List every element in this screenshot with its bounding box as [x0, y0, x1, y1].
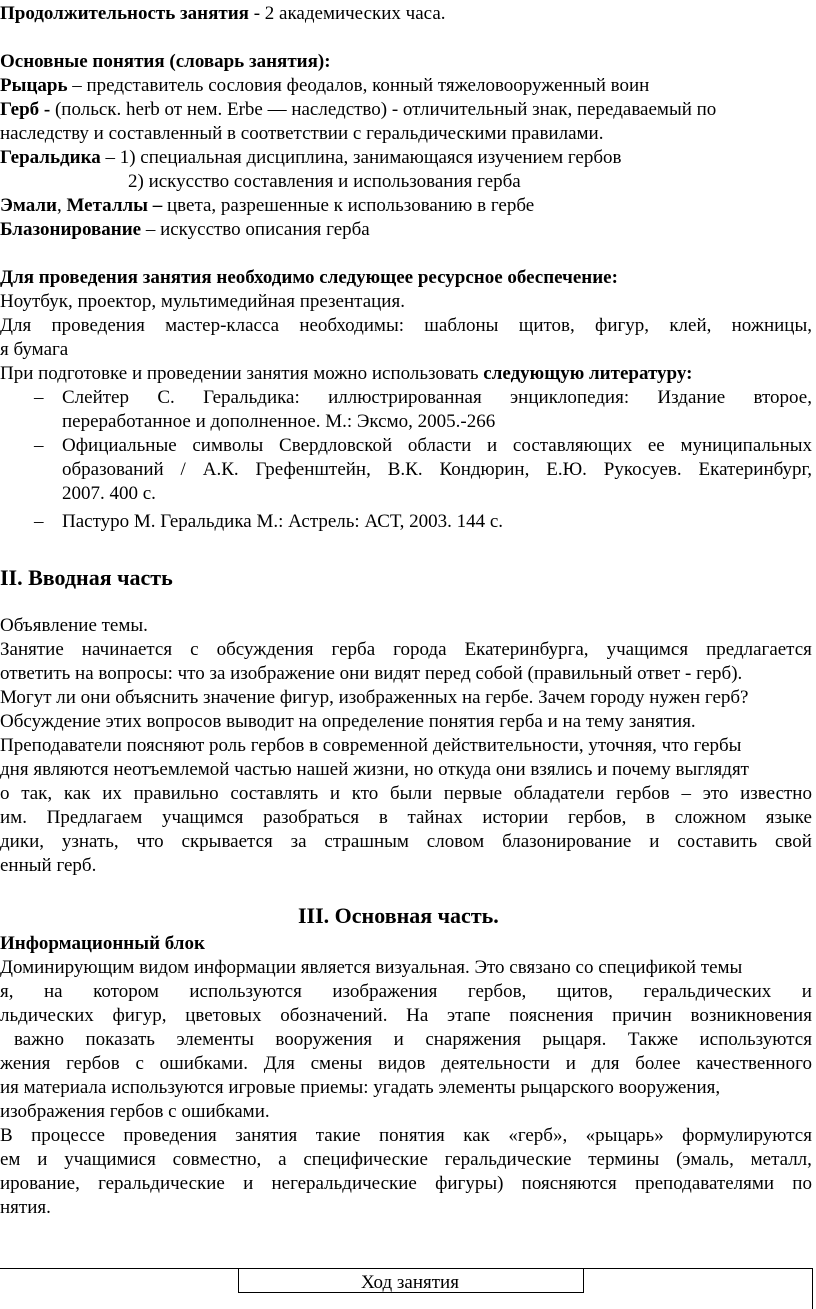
word: образований — [62, 459, 164, 480]
word: Предлагаем — [46, 807, 143, 828]
gerb-term: Герб - — [0, 99, 51, 120]
word: металл, — [750, 1149, 812, 1170]
word: учащимся — [606, 639, 689, 660]
word: по — [792, 1173, 812, 1194]
word: понятия — [379, 1125, 445, 1146]
main-p1-line3 — [0, 1004, 812, 1028]
word: иллюстрированная — [328, 387, 482, 408]
word: качественного — [696, 1053, 812, 1074]
word: составлять — [230, 783, 319, 804]
blazon-def: – искусство описания герба — [145, 219, 370, 240]
word: изображения — [332, 981, 438, 1002]
word: в — [646, 807, 656, 828]
word: котором — [93, 981, 159, 1002]
word: Для — [0, 315, 32, 336]
info-block-heading-text: Информационный блок — [0, 933, 205, 954]
concepts-heading — [0, 50, 331, 74]
word: элементы — [176, 1029, 254, 1050]
main-p1-line4 — [14, 1028, 812, 1052]
word: фигуры) — [435, 1173, 504, 1194]
word: и — [393, 1029, 404, 1050]
gerb-def-line2: наследству и составленный в соответствии с геральдическими правилами. — [0, 123, 604, 144]
word: поясняются — [521, 1173, 617, 1194]
word: В — [0, 1125, 13, 1146]
word: фигур, — [112, 1005, 167, 1026]
word: узнать, — [61, 831, 119, 852]
word: начинается — [81, 639, 173, 660]
word: словом — [426, 831, 485, 852]
word: герба — [331, 639, 376, 660]
main-p2-line3 — [0, 1172, 812, 1196]
word: геральдические — [444, 1149, 572, 1170]
word: фигур, — [595, 315, 650, 336]
word: второе, — [753, 387, 812, 408]
word: и — [37, 1149, 48, 1170]
word: Геральдика: — [203, 387, 300, 408]
word: тайнах — [407, 807, 463, 828]
duration-line — [0, 2, 446, 26]
word: важно — [14, 1029, 64, 1050]
word: смены — [310, 1053, 363, 1074]
word: рыцаря. — [542, 1029, 607, 1050]
word: сложном — [674, 807, 747, 828]
word: На — [406, 1005, 429, 1026]
word: щитов, — [518, 315, 575, 336]
intro-p1-line2: ответить на вопросы: что за изображение они видят перед собой (правильный ответ - герб). — [0, 663, 743, 684]
intro-p1-line1 — [0, 638, 812, 662]
main-p1-line2 — [0, 980, 812, 1004]
word: проведения — [51, 315, 145, 336]
resources-line3: я бумага — [0, 339, 69, 360]
main-p2-line4: нятия. — [0, 1197, 51, 1218]
word: совместно, — [172, 1149, 262, 1170]
main-p1-line6: ия материала используются игровые приемы: угадать элементы рыцарского вооружения, — [0, 1077, 721, 1098]
resources-line2 — [0, 314, 812, 338]
resources-heading — [0, 266, 618, 290]
word: города — [393, 639, 447, 660]
concept-gerb — [0, 98, 716, 122]
word: причин — [612, 1005, 672, 1026]
word: с — [190, 639, 199, 660]
word: известно — [740, 783, 812, 804]
word: учащимися — [64, 1149, 156, 1170]
word: преподавателями — [634, 1173, 775, 1194]
word: обсуждения — [216, 639, 314, 660]
concept-enamels: Эмали, Металлы – цвета, разрешенные к использованию в гербе — [0, 195, 535, 216]
word: я, — [0, 981, 14, 1002]
resources-heading-text: Для проведения занятия необходимо следующее ресурсное обеспечение: — [0, 267, 618, 288]
word: гербов — [66, 1053, 120, 1074]
word: жения — [0, 1053, 51, 1074]
word: «рыцарь» — [585, 1125, 664, 1146]
duration-value: - 2 академических часа. — [253, 3, 446, 24]
word: составляющих — [512, 435, 633, 456]
word: первые — [443, 783, 503, 804]
word: о — [0, 783, 10, 804]
intro-p2-line4 — [0, 806, 812, 830]
word: льдических — [0, 1005, 94, 1026]
gerb-def-line1: (польск. herb от нем. Erbe — наследство) - отличительный знак, передаваемый по — [54, 99, 717, 120]
word: Занятие — [0, 639, 64, 660]
word: термины — [588, 1149, 660, 1170]
word: гербов, — [467, 981, 527, 1002]
blazon-term: Блазонирование — [0, 219, 142, 240]
word: свой — [775, 831, 812, 852]
literature-item-3-line1: Пастуро М. Геральдика М.: Астрель: АСТ, 2003. 144 с. — [62, 511, 504, 532]
word: процессе — [31, 1125, 105, 1146]
word: Е.Ю. — [546, 459, 587, 480]
literature-item-2-line2 — [62, 458, 812, 482]
word: негеральдические — [271, 1173, 417, 1194]
word: Свердловской — [279, 435, 393, 456]
word: клей, — [669, 315, 712, 336]
info-block-heading — [0, 932, 205, 956]
word: этапе — [447, 1005, 491, 1026]
knight-term: Рыцарь — [0, 75, 68, 96]
word: Рукосуев. — [603, 459, 682, 480]
word: символы — [192, 435, 264, 456]
word: В.К. — [387, 459, 423, 480]
word: Официальные — [62, 435, 177, 456]
main-p1-line5 — [0, 1052, 812, 1076]
intro-p1-line4: Обсуждение этих вопросов выводит на определение понятия герба и на тему занятия. — [0, 711, 696, 732]
list-dash: – — [34, 511, 44, 532]
heraldry-def2: 2) искусство составления и использования герба — [128, 171, 521, 192]
word: проведения — [123, 1125, 217, 1146]
word: дики, — [0, 831, 44, 852]
word: правильно — [133, 783, 219, 804]
heraldry-term: Геральдика — [0, 147, 101, 168]
enamels-term: Эмали — [0, 195, 57, 216]
word: ирование, — [0, 1173, 80, 1194]
word: снаряжения — [425, 1029, 521, 1050]
concept-blazon — [0, 218, 370, 242]
word: ножницы, — [731, 315, 812, 336]
word: ошибками. — [159, 1053, 248, 1074]
word: это — [702, 783, 729, 804]
word: языке — [765, 807, 812, 828]
word: вооружения — [275, 1029, 373, 1050]
word: составить — [677, 831, 758, 852]
word: что — [136, 831, 164, 852]
word: их — [102, 783, 122, 804]
word: геральдические — [98, 1173, 225, 1194]
word: и — [565, 1053, 576, 1074]
word: (эмаль, — [676, 1149, 734, 1170]
word: мастер-класса — [165, 315, 280, 336]
word: показать — [85, 1029, 155, 1050]
word: Также — [627, 1029, 678, 1050]
word: используются — [699, 1029, 812, 1050]
word: им. — [0, 807, 27, 828]
intro-announce: Объявление темы. — [0, 615, 148, 636]
literature-item-1-line1 — [62, 386, 812, 410]
knight-def: – представитель сословия феодалов, конный тяжеловооруженный воин — [72, 75, 650, 96]
word: гербов — [616, 783, 670, 804]
literature-prefix: При подготовке и проведении занятия можно использовать — [0, 363, 479, 384]
intro-p2-line3 — [0, 782, 812, 806]
intro-p2-line6: енный герб. — [0, 855, 97, 876]
enamels-def: цвета, разрешенные к использованию в гербе — [167, 195, 535, 216]
word: Кондюрин, — [439, 459, 530, 480]
word: такие — [315, 1125, 361, 1146]
word: области — [407, 435, 472, 456]
word: видов — [378, 1053, 426, 1074]
word: Екатеринбург, — [698, 459, 812, 480]
word: Издание — [657, 387, 726, 408]
word: скрывается — [181, 831, 273, 852]
literature-intro — [0, 362, 692, 386]
word: как — [63, 783, 91, 804]
word: щитов, — [556, 981, 613, 1002]
word: деятельности — [441, 1053, 550, 1074]
duration-label: Продолжительность занятия — [0, 3, 249, 24]
list-dash: – — [34, 387, 44, 408]
word: Грефенштейн, — [255, 459, 371, 480]
literature-bold: следующую литературу: — [483, 363, 693, 384]
table-header-text: Ход занятия — [361, 1272, 459, 1293]
literature-item-2-line3: 2007. 400 с. — [62, 483, 156, 504]
word: шаблоны — [424, 315, 499, 336]
word: цветовых — [185, 1005, 262, 1026]
metals-term: Металлы – — [66, 195, 163, 216]
word: и — [243, 1173, 254, 1194]
word: возникновения — [690, 1005, 812, 1026]
word: предлагается — [706, 639, 812, 660]
word: ее — [647, 435, 665, 456]
main-p1-line7: изображения гербов с ошибками. — [0, 1101, 270, 1122]
intro-p2-line5 — [0, 830, 812, 854]
word: были — [389, 783, 433, 804]
main-p1-line1: Доминирующим видом информации является визуальная. Это связано со спецификой темы — [0, 957, 743, 978]
literature-item-2-line1 — [62, 434, 812, 458]
concept-knight — [0, 74, 649, 98]
literature-item-1-line2: переработанное и дополненное. М.: Эксмо, 2005.-266 — [62, 411, 496, 432]
word: за — [290, 831, 307, 852]
word: с — [135, 1053, 144, 1074]
resources-line1: Ноутбук, проектор, мультимедийная презентация. — [0, 291, 405, 312]
word: энциклопедия: — [510, 387, 630, 408]
word: формулируются — [682, 1125, 812, 1146]
word: блазонирование — [502, 831, 632, 852]
list-dash: – — [34, 435, 44, 456]
word: а — [278, 1149, 287, 1170]
word: / — [180, 459, 186, 480]
word: гербов, — [568, 807, 627, 828]
intro-p2-line1: Преподаватели поясняют роль гербов в современной действительности, уточняя, что гербы — [0, 735, 742, 756]
intro-p1-line3: Могут ли они объяснить значение фигур, изображенных на гербе. Зачем городу нужен герб? — [0, 687, 749, 708]
word: обозначений. — [280, 1005, 388, 1026]
word: С. — [157, 387, 175, 408]
word: на — [44, 981, 63, 1002]
word: так, — [21, 783, 53, 804]
heraldry-def1: – 1) специальная дисциплина, занимающаяся изучением гербов — [105, 147, 622, 168]
word: учащимся — [161, 807, 244, 828]
word: и — [329, 783, 340, 804]
word: и — [487, 435, 498, 456]
main-p2-line1 — [0, 1124, 812, 1148]
intro-p2-line2: дня являются неотъемлемой частью нашей жизни, но откуда они взялись и почему выглядят — [0, 759, 749, 780]
word: геральдических — [643, 981, 772, 1002]
word: «герб», — [508, 1125, 568, 1146]
main-p2-line2 — [0, 1148, 812, 1172]
main-heading: III. Основная часть. — [298, 903, 499, 928]
word: Слейтер — [62, 387, 129, 408]
word: и — [649, 831, 660, 852]
word: и — [801, 981, 812, 1002]
intro-heading: II. Вводная часть — [0, 565, 173, 590]
word: необходимы: — [299, 315, 405, 336]
word: используются — [189, 981, 302, 1002]
word: истории — [482, 807, 549, 828]
word: для — [591, 1053, 620, 1074]
word: как — [463, 1125, 490, 1146]
word: занятия — [235, 1125, 298, 1146]
word: А.К. — [202, 459, 239, 480]
word: ем — [0, 1149, 21, 1170]
word: пояснения — [509, 1005, 594, 1026]
concept-heraldry — [0, 146, 621, 170]
word: муниципальных — [680, 435, 812, 456]
word: обладатели — [513, 783, 605, 804]
word: специфические — [303, 1149, 428, 1170]
word: кто — [351, 783, 379, 804]
word: Екатеринбурга, — [464, 639, 589, 660]
word: Для — [263, 1053, 295, 1074]
word: страшным — [324, 831, 409, 852]
word: в — [378, 807, 388, 828]
word: разобраться — [263, 807, 360, 828]
word: более — [635, 1053, 681, 1074]
word: – — [681, 783, 691, 804]
concepts-heading-text: Основные понятия (словарь занятия): — [0, 51, 331, 72]
